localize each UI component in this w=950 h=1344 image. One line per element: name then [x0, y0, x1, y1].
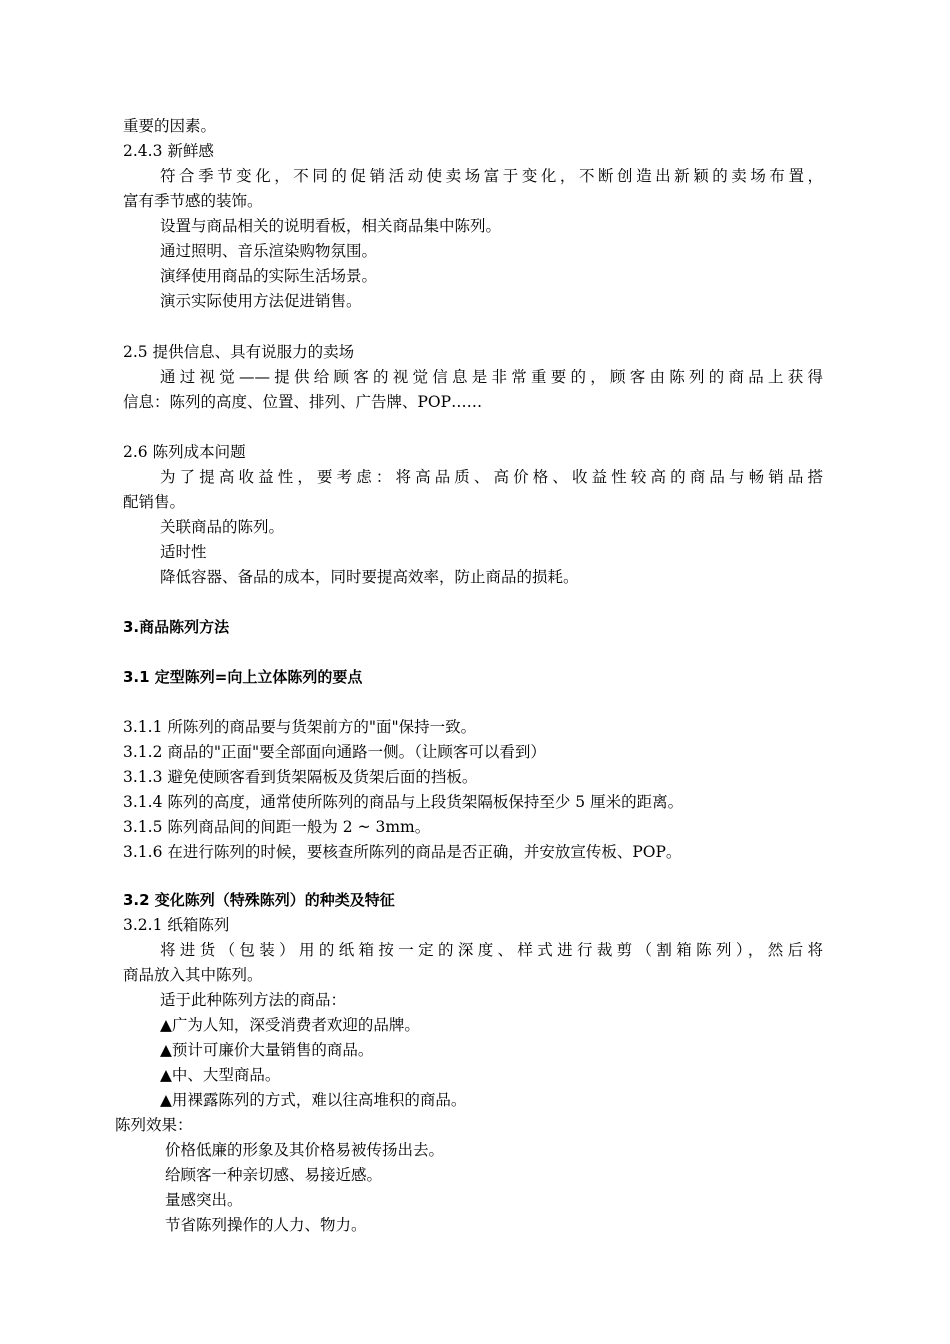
body-text: 节省陈列操作的人力、物力。	[165, 1216, 367, 1234]
body-text: 适于此种陈列方法的商品：	[160, 991, 347, 1009]
body-text: 通过照明、音乐渲染购物氛围。	[160, 242, 378, 260]
body-text: 符合季节变化，不同的促销活动使卖场富于变化，不断创造出新颖的卖场布置，	[160, 167, 823, 185]
body-text: 信息：陈列的高度、位置、排列、广告牌、POP……	[123, 393, 483, 411]
body-text: 为了提高收益性，要考虑：将高品质、高价格、收益性较高的商品与畅销品搭	[160, 468, 823, 486]
body-text: 配销售。	[123, 493, 186, 511]
section-heading: 3.2 变化陈列（特殊陈列）的种类及特征	[123, 891, 395, 909]
bullet-item: ▲中、大型商品。	[160, 1066, 281, 1084]
body-text: 演绎使用商品的实际生活场景。	[160, 267, 378, 285]
body-text: 演示实际使用方法促进销售。	[160, 292, 362, 310]
section-heading: 3.2.1 纸箱陈列	[123, 916, 230, 934]
body-text: 将进货（包装）用的纸箱按一定的深度、样式进行裁剪（割箱陈列），然后将	[160, 941, 823, 959]
body-text: 设置与商品相关的说明看板，相关商品集中陈列。	[160, 217, 502, 235]
body-text: 价格低廉的形象及其价格易被传扬出去。	[165, 1141, 445, 1159]
bullet-item: ▲广为人知，深受消费者欢迎的品牌。	[160, 1016, 420, 1034]
body-text: 重要的因素。	[123, 117, 217, 135]
body-text: 通过视觉——提供给顾客的视觉信息是非常重要的，顾客由陈列的商品上获得	[160, 368, 823, 386]
section-heading: 3.1 定型陈列=向上立体陈列的要点	[123, 668, 363, 686]
list-item: 3.1.6 在进行陈列的时候，要核查所陈列的商品是否正确，并安放宣传板、POP。	[123, 843, 682, 861]
body-text: 给顾客一种亲切感、易接近感。	[165, 1166, 383, 1184]
section-heading: 2.6 陈列成本问题	[123, 443, 246, 461]
list-item: 3.1.3 避免使顾客看到货架隔板及货架后面的挡板。	[123, 768, 478, 786]
section-heading: 2.4.3 新鲜感	[123, 142, 214, 160]
list-item: 3.1.2 商品的"正面"要全部面向通路一侧。（让顾客可以看到）	[123, 743, 546, 761]
body-text: 降低容器、备品的成本，同时要提高效率，防止商品的损耗。	[160, 568, 579, 586]
list-item: 3.1.4 陈列的高度，通常使所陈列的商品与上段货架隔板保持至少 5 厘米的距离。	[123, 793, 684, 811]
list-item: 3.1.5 陈列商品间的间距一般为 2 ~ 3mm。	[123, 818, 431, 836]
body-text: 关联商品的陈列。	[160, 518, 285, 536]
body-text: 量感突出。	[165, 1191, 243, 1209]
body-text: 陈列效果：	[115, 1116, 193, 1134]
section-heading: 2.5 提供信息、具有说服力的卖场	[123, 343, 355, 361]
bullet-item: ▲预计可廉价大量销售的商品。	[160, 1041, 374, 1059]
body-text: 富有季节感的装饰。	[123, 192, 263, 210]
body-text: 适时性	[160, 543, 207, 561]
bullet-item: ▲用裸露陈列的方式，难以往高堆积的商品。	[160, 1091, 467, 1109]
body-text: 商品放入其中陈列。	[123, 966, 263, 984]
list-item: 3.1.1 所陈列的商品要与货架前方的"面"保持一致。	[123, 718, 477, 736]
chapter-heading: 3.商品陈列方法	[123, 618, 230, 636]
